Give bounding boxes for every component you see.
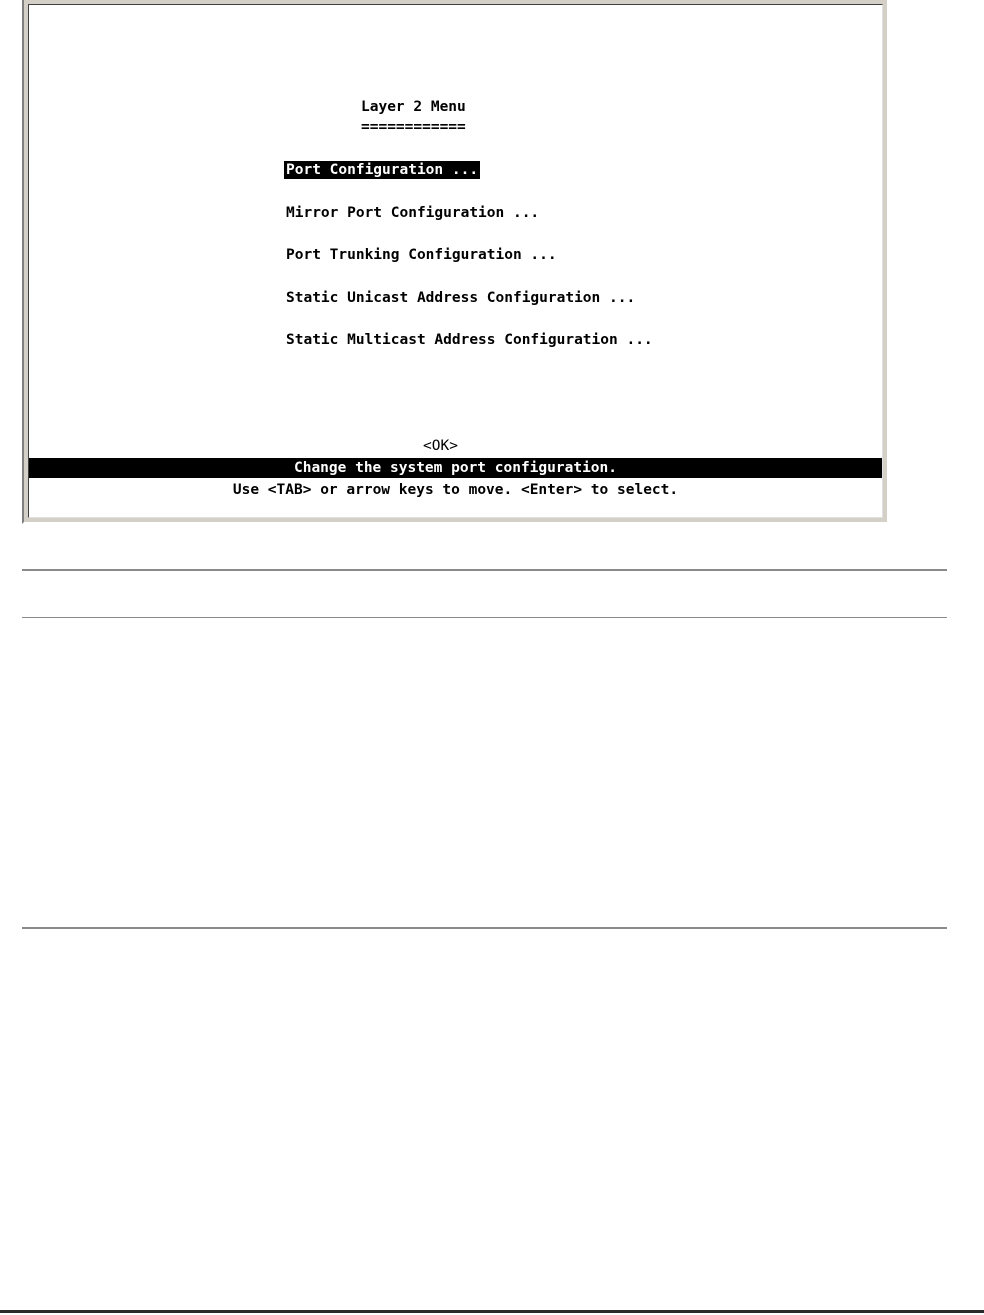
terminal-screen [28,4,883,518]
divider-rule [22,927,947,929]
ok-button[interactable]: <OK> [423,438,458,454]
menu-item-port-trunking-configuration[interactable]: Port Trunking Configuration ... [286,247,557,263]
menu-item-mirror-port-configuration[interactable]: Mirror Port Configuration ... [286,205,540,221]
divider-rule [22,617,947,618]
help-line: Use <TAB> or arrow keys to move. <Enter> to select. [232,482,679,498]
page-bottom-rule [0,1310,984,1313]
menu-title: Layer 2 Menu [361,99,466,115]
menu-item-static-unicast-address-configuration[interactable]: Static Unicast Address Configuration ... [286,290,636,306]
menu-item-static-multicast-address-configuration[interactable]: Static Multicast Address Configuration ... [286,332,653,348]
menu-item-port-configuration[interactable]: Port Configuration ... [286,162,479,178]
menu-title-underline: ============ [361,119,466,135]
divider-rule [22,569,947,571]
terminal-window [22,0,889,524]
status-bar: Change the system port configuration. [29,458,882,478]
